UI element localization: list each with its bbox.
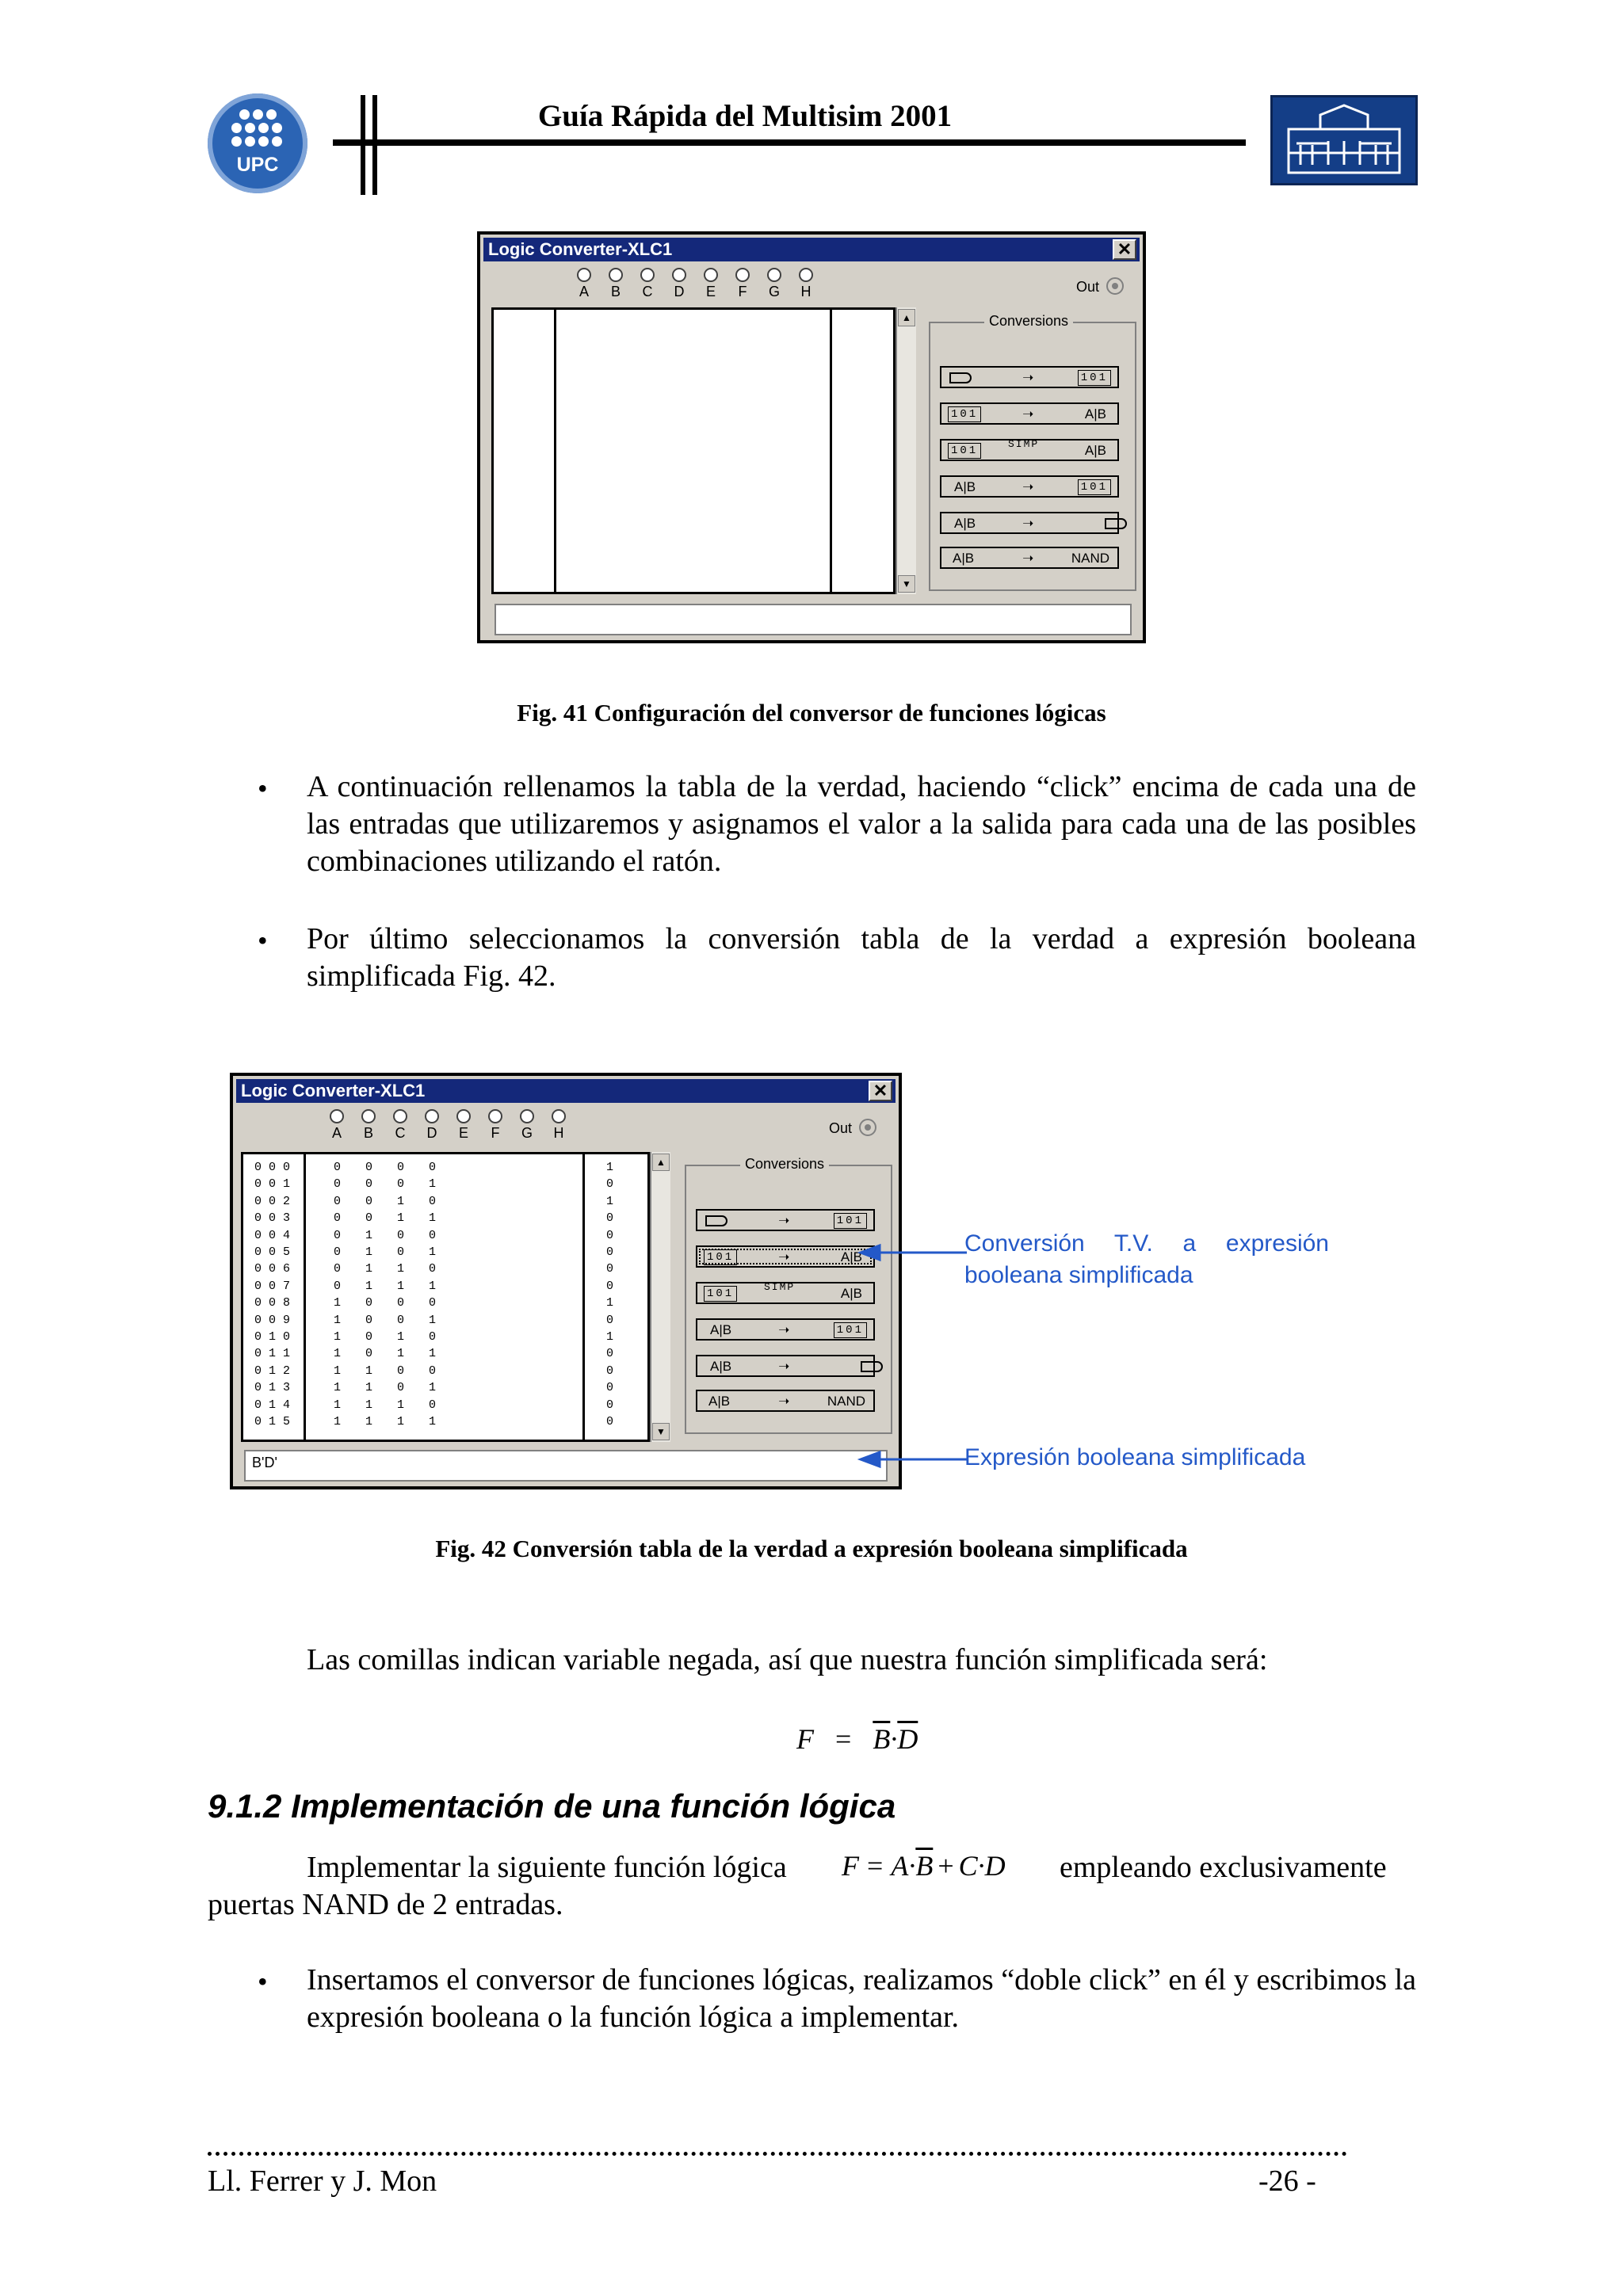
conv-btn-3-left: 101: [948, 443, 981, 459]
tt-col-d: 0 1 0 1 0 1 0 1 0 1 0 1 0 1 0 1: [429, 1161, 437, 1429]
logic-converter-window-filled: [230, 1073, 902, 1489]
convert-table-to-simplified-expression-button[interactable]: [940, 439, 1119, 461]
conv-btn-5-left: A|B: [954, 516, 976, 531]
convert-table-to-expression-button[interactable]: 101 ➝ A|B: [940, 402, 1119, 425]
input-label-a: A: [579, 284, 589, 299]
input-label-d: D: [426, 1125, 437, 1141]
input-label-c: C: [395, 1125, 406, 1141]
formula1-lhs: F: [796, 1723, 814, 1755]
input-terminal-b[interactable]: [609, 268, 623, 282]
scroll-down-button[interactable]: ▼: [652, 1423, 670, 1440]
gate-icon: [949, 372, 972, 383]
window-title: Logic Converter-XLC1: [488, 239, 673, 259]
formula1-eq: =: [835, 1723, 852, 1755]
upc-logo-text: UPC: [236, 154, 279, 176]
formula1-b: $\overline{B}$: [873, 1723, 891, 1755]
conv-btn-2-left: 101: [704, 1249, 737, 1265]
tt-row-numbers: 0 0 0 0 0 1 0 0 2 0 0 3 0 0 4 0 0 5 0 0 6 0 0 7 0 0 8 0 0 9 0 1 0 0 1 1 0 1 2 0 1 3 0 1 4 0 1 5: [254, 1161, 291, 1429]
input-terminal-c[interactable]: [640, 268, 655, 282]
annotation-arrows: [856, 1236, 975, 1474]
bullet-text-3: Insertamos el conversor de funciones lógicas, realizamos “doble click” en él y escribimos la expresión booleana o la función lógica a implementar.: [307, 1963, 1416, 2034]
section-heading: 9.1.2 Implementación de una función lógica: [208, 1787, 896, 1825]
conv-btn-5-left: A|B: [710, 1359, 732, 1374]
formula2-b: $\overline{B}$: [915, 1850, 934, 1882]
conv-btn-3-left: 101: [704, 1286, 737, 1302]
input-terminal-h[interactable]: [552, 1109, 566, 1123]
formula1-dot: ·: [890, 1723, 898, 1755]
formula2-eq: =: [867, 1850, 884, 1882]
scroll-down-button[interactable]: ▼: [898, 575, 915, 593]
out-terminal[interactable]: [1106, 277, 1124, 295]
input-terminal-e[interactable]: [704, 268, 718, 282]
tt-col-a: 0 0 0 0 0 0 0 0 1 1 1 1 1 1 1 1: [334, 1161, 342, 1429]
formula2-a: A: [891, 1850, 909, 1882]
input-label-h: H: [553, 1125, 564, 1141]
convert-expression-to-table-button[interactable]: A|B ➝ 101: [696, 1318, 875, 1341]
input-label-b: B: [363, 1125, 373, 1141]
conv-btn-3-right: A|B: [1084, 443, 1106, 458]
conv-btn-3-mid: SIMP: [764, 1281, 796, 1293]
conv-btn-4-left: A|B: [954, 479, 976, 494]
input-terminal-h[interactable]: [799, 268, 813, 282]
input-terminal-a[interactable]: [577, 268, 591, 282]
conv-btn-4-left: A|B: [710, 1322, 732, 1337]
conv-btn-6-left: A|B: [708, 1394, 731, 1409]
building-logo: [1270, 95, 1418, 185]
fig42-caption: Fig. 42 Conversión tabla de la verdad a expresión booleana simplificada: [435, 1535, 1188, 1562]
input-terminal-b[interactable]: [361, 1109, 376, 1123]
conv-btn-1-right: 101: [1078, 370, 1111, 386]
tt-col-b: 0 0 0 0 1 1 1 1 0 0 0 0 1 1 1 1: [365, 1161, 373, 1429]
conv-btn-1-right: 101: [834, 1213, 867, 1229]
formula-simplified: [796, 1722, 918, 1756]
gate-icon: [705, 1215, 727, 1226]
convert-expression-to-nand-button[interactable]: A|B ➝ NAND: [696, 1390, 875, 1412]
conv-btn-3-mid: SIMP: [1008, 438, 1040, 450]
input-label-g: G: [521, 1125, 533, 1141]
input-terminal-d[interactable]: [672, 268, 686, 282]
expression-value: B'D': [252, 1455, 277, 1470]
tt-col-c: 0 0 1 1 0 0 1 1 0 0 1 1 0 0 1 1: [397, 1161, 405, 1429]
header-rule: [333, 139, 1246, 146]
input-terminal-d[interactable]: [425, 1109, 439, 1123]
input-terminal-f[interactable]: [488, 1109, 502, 1123]
fig41-caption: Fig. 41 Configuración del conversor de funciones lógicas: [517, 699, 1106, 727]
conv-btn-4-right: 101: [834, 1322, 867, 1338]
conv-btn-6-right: NAND: [1071, 551, 1109, 566]
formula2-dot1: ·: [908, 1850, 916, 1882]
footer-authors: Ll. Ferrer y J. Mon: [208, 2164, 437, 2198]
formula2-dot2: ·: [977, 1850, 985, 1882]
conv-btn-4-right: 101: [1078, 479, 1111, 495]
window-title-bar: [236, 1079, 896, 1103]
input-terminal-g[interactable]: [520, 1109, 534, 1123]
input-label-h: H: [800, 284, 812, 299]
annotation-expression: Expresión booleana simplificada: [964, 1444, 1306, 1470]
convert-expression-to-table-button[interactable]: A|B ➝ 101: [940, 475, 1119, 498]
convert-expression-to-circuit-button[interactable]: A|B ➝: [696, 1355, 875, 1377]
conversions-label: Conversions: [740, 1156, 829, 1173]
input-label-a: A: [331, 1125, 342, 1141]
paragraph-implementar-c: puertas NAND de 2 entradas.: [208, 1888, 563, 1921]
arrow-head-1: [861, 1245, 880, 1260]
truth-table-scrollbar[interactable]: [650, 1152, 670, 1442]
input-terminal-c[interactable]: [393, 1109, 407, 1123]
formula2-plus: +: [938, 1850, 954, 1882]
out-label: Out: [1076, 279, 1100, 295]
conversions-label: Conversions: [984, 313, 1073, 330]
conv-btn-2-right: A|B: [1084, 406, 1106, 421]
formula-implement: [842, 1849, 1006, 1882]
annotation-conversion: Conversión T.V. a expresión booleana simplificada: [964, 1230, 1329, 1288]
input-label-g: G: [768, 284, 780, 299]
convert-expression-to-nand-button[interactable]: A|B ➝ NAND: [940, 547, 1119, 569]
conv-btn-3-right: A|B: [840, 1286, 862, 1301]
truth-table-area[interactable]: [241, 1152, 650, 1442]
footer-page-number: -26 -: [1258, 2164, 1316, 2198]
input-terminal-f[interactable]: [735, 268, 750, 282]
arrow-head-2: [861, 1452, 880, 1466]
bullet-dot-1: •: [258, 772, 268, 804]
truth-table-area[interactable]: [491, 307, 896, 594]
input-label-b: B: [610, 284, 621, 299]
formula2-d: D: [984, 1850, 1006, 1882]
expression-field[interactable]: [495, 604, 1132, 635]
tt-col-out: 1 0 1 0 0 0 0 0 1 0 1 0 0 0 0 0: [606, 1161, 614, 1429]
input-label-c: C: [642, 284, 653, 299]
window-title-bar: [483, 238, 1140, 261]
window-title: Logic Converter-XLC1: [241, 1081, 426, 1100]
truth-table-scrollbar[interactable]: [896, 307, 916, 594]
conv-btn-2-left: 101: [948, 406, 981, 422]
formula1-d: $\overline{D}$: [897, 1723, 918, 1755]
input-label-e: E: [458, 1125, 468, 1141]
formula2-lhs: F: [842, 1850, 859, 1882]
out-terminal[interactable]: [859, 1119, 876, 1136]
expression-field[interactable]: [244, 1450, 888, 1482]
scroll-up-button[interactable]: ▲: [898, 309, 915, 326]
logic-converter-window-empty: [477, 231, 1146, 643]
footer-dotted-rule: [208, 2152, 1347, 2156]
bullet-dot-2: •: [258, 925, 268, 956]
gate-icon: [1105, 518, 1127, 529]
convert-table-to-expression-button[interactable]: 101 ➝ A|B: [696, 1245, 875, 1268]
bullet-text-1: A continuación rellenamos la tabla de la verdad, haciendo “click” encima de cada una de las entradas que utilizaremos y asignamos el valor a la salida para cada una de las posibles combinaciones utilizando el ratón.: [307, 770, 1416, 878]
paragraph-comillas: Las comillas indican variable negada, así que nuestra función simplificada será:: [307, 1643, 1268, 1676]
scroll-up-button[interactable]: ▲: [652, 1154, 670, 1171]
formula2-c: C: [958, 1850, 978, 1882]
close-button[interactable]: ✕: [1113, 239, 1136, 260]
conv-btn-6-right: NAND: [827, 1394, 865, 1409]
convert-table-to-simplified-expression-button[interactable]: [696, 1282, 875, 1304]
convert-expression-to-circuit-button[interactable]: A|B ➝: [940, 512, 1119, 534]
page-header-title: Guía Rápida del Multisim 2001: [537, 99, 953, 133]
bullet-text-2: Por último seleccionamos la conversión tabla de la verdad a expresión booleana simplificada Fig. 42.: [307, 922, 1416, 993]
paragraph-implementar-a: Implementar la siguiente función lógica: [307, 1851, 787, 1884]
convert-circuit-to-table-button[interactable]: ➝ 101: [940, 366, 1119, 388]
out-label: Out: [829, 1120, 853, 1136]
conv-btn-2-right: A|B: [840, 1249, 862, 1264]
input-terminal-a[interactable]: [330, 1109, 344, 1123]
input-terminal-g[interactable]: [767, 268, 781, 282]
paragraph-implementar-b: empleando exclusivamente: [1060, 1851, 1387, 1884]
input-label-f: F: [491, 1125, 500, 1141]
conv-btn-6-left: A|B: [953, 551, 975, 566]
input-label-d: D: [674, 284, 685, 299]
input-label-e: E: [705, 284, 716, 299]
input-terminal-e[interactable]: [456, 1109, 471, 1123]
convert-circuit-to-table-button[interactable]: ➝ 101: [696, 1209, 875, 1231]
bullet-dot-3: •: [258, 1966, 268, 1997]
close-button[interactable]: ✕: [869, 1081, 892, 1101]
input-label-f: F: [738, 284, 747, 299]
